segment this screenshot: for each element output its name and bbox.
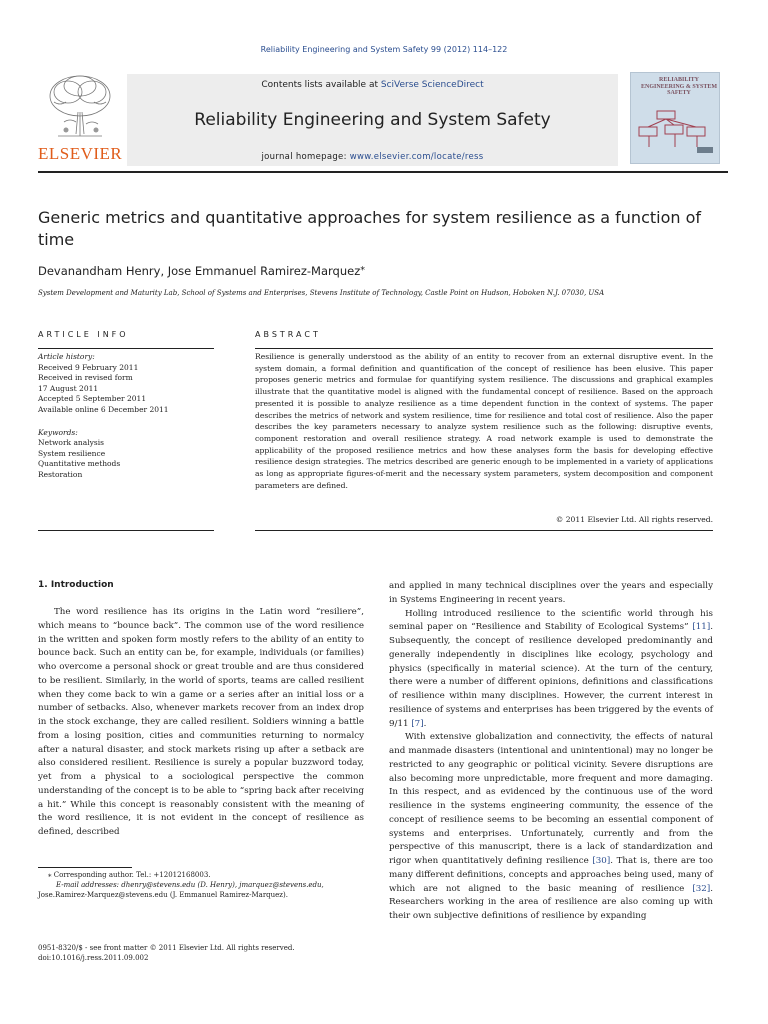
- keyword-item: Restoration: [38, 469, 83, 479]
- intro-paragraph: The word resilience has its origins in the Latin word “resiliere”, which means to “bounce back”. The common use of the word resilience in the written and spoken form mostly refers to the ability of an entity to bounce back. Such an entity can be, for example, individuals (or families) who overcome a personal shock or great trouble and are thus considered to be resilient. Similarly, in the world of sports, teams are called resilient when they come back to win a game or a series after an initial loss or a number of setbacks. Also, whenever markets recover from an index drop in the stock exchange, they are called resilient. Soldiers winning a battle from a losing position, cities and communities returning to normalcy after a natural disaster, and stock markets rising up after a setback are also considered resilient. Resilience is surely a popular buzzword today, yet from a physical to a sociological perspective the common understanding of the concept is to be able to “spring back after receiving a hit.” While this concept is reasonably consistent with the meaning of the word resilience, it is not evident in the concept of resilience as defined, described: [38, 607, 364, 837]
- homepage-line: [127, 152, 618, 162]
- citation-link[interactable]: [30]: [592, 856, 611, 866]
- corresponding-author-mark[interactable]: ⁎: [360, 262, 366, 273]
- keyword-item: Network analysis: [38, 438, 104, 448]
- keyword-item: Quantitative methods: [38, 459, 121, 469]
- abstract-bottom-rule: [255, 530, 713, 531]
- section-heading-introduction: 1. Introduction: [38, 580, 114, 590]
- article-info-bottom-rule: [38, 530, 214, 531]
- paper-title: Generic metrics and quantitative approaches for system resilience as a function of time: [38, 208, 702, 249]
- front-matter: [38, 943, 378, 963]
- history-item: Available online 6 December 2011: [38, 404, 169, 414]
- body-column-left: [38, 606, 364, 840]
- cover-title: RELIABILITY ENGINEERING & SYSTEM SAFETY: [641, 77, 718, 96]
- homepage-link[interactable]: www.elsevier.com/locate/ress: [349, 152, 484, 162]
- history-heading: Article history:: [38, 352, 95, 361]
- intro-paragraph: and applied in many technical disciplines over the years and especially in Systems Engineering in recent years.: [389, 581, 713, 605]
- intro-paragraph: With extensive globalization and connectivity, the effects of natural and manmade disasters (intentional and unintentional) may no longer be restricted to any geographic or political vicinity. Severe disruptions are also becoming more unpredictable, more frequent and more damaging. In this respect, and as evidenced by the continuous use of the word resilience in the systems engineering community, the essence of the concept of resilience seems to be becoming an essential component of systems and enterprises. Unfortunately, currently and from the perspective of this manuscript, there is a lack of standardization and rigor when quantitatively defining resilience [30]. That is, there are too many different definitions, concepts and approaches being used, many of which are not aligned to the basic meaning of resilience [32]. Researchers working in the area of resilience are also coming up with their own subjective definitions of resilience by expanding: [389, 732, 714, 921]
- citation-link[interactable]: [7]: [411, 718, 424, 729]
- body-column-right: [389, 580, 713, 924]
- abstract-copyright: © 2011 Elsevier Ltd. All rights reserved.: [555, 515, 713, 524]
- issn-line: 0951-8320/$ - see front matter © 2011 Elsevier Ltd. All rights reserved.: [38, 944, 295, 952]
- author-line: [38, 262, 365, 278]
- abstract-rule: [255, 348, 713, 349]
- author-names: Devanandham Henry, Jose Emmanuel Ramirez-Marquez: [38, 263, 361, 278]
- contents-prefix: Contents lists available at: [261, 80, 381, 90]
- homepage-prefix: journal homepage:: [261, 152, 350, 162]
- journal-title: Reliability Engineering and System Safety: [194, 110, 551, 130]
- intro-paragraph: Holling introduced resilience to the scientific world through his seminal paper on “Resilience and Stability of Ecological Systems” [11]. Subsequently, the concept of resilience developed predominantly and generally independently in disciplines like ecology, psychology and physics (specifically in material science). At the turn of the century, there were a number of different opinions, definitions and classifications of resilience within many disciplines. However, the current interest in resilience of systems and enterprises has been triggered by the events of 9/11 [7].: [389, 608, 713, 729]
- footnote-rule: [38, 867, 132, 868]
- tree-engraving-icon: [38, 72, 122, 144]
- history-item: Received 9 February 2011: [38, 362, 139, 372]
- history-item: Received in revised form: [38, 373, 133, 383]
- abstract-label: ABSTRACT: [255, 330, 321, 339]
- history-item: Accepted 5 September 2011: [38, 394, 147, 404]
- footnote-corresponding-author: ⁎ Corresponding author. Tel.: +12012168003.: [48, 871, 211, 879]
- sciencedirect-link[interactable]: SciVerse ScienceDirect: [380, 80, 484, 90]
- doi-line[interactable]: doi:10.1016/j.ress.2011.09.002: [38, 954, 149, 962]
- elsevier-wordmark: ELSEVIER: [38, 144, 123, 163]
- citation-link[interactable]: [32]: [692, 883, 711, 894]
- article-info: [38, 352, 214, 481]
- elsevier-logo: [38, 72, 122, 164]
- keywords-heading: Keywords:: [38, 427, 78, 437]
- affiliation: System Development and Maturity Lab, School of Systems and Enterprises, Stevens Institute of Technology, Castle Point on Hudson, Hoboken N.J. 07030, USA: [38, 289, 605, 297]
- contents-line: [127, 80, 618, 90]
- footnote-email[interactable]: Jose.Ramirez-Marquez@stevens.edu (J. Emmanuel Ramirez-Marquez).: [38, 891, 288, 899]
- footnote-email[interactable]: E-mail addresses: dhenry@stevens.edu (D. Henry), jmarquez@stevens.edu,: [56, 881, 324, 889]
- header-divider: [38, 171, 728, 173]
- article-info-rule: [38, 348, 214, 349]
- footnote: [38, 870, 358, 900]
- citation-link[interactable]: [11]: [692, 622, 711, 633]
- cover-diagram-icon: [631, 107, 719, 157]
- article-info-label: ARTICLE INFO: [38, 330, 129, 339]
- keyword-item: System resilience: [38, 448, 106, 458]
- abstract-text: Resilience is generally understood as the ability of an entity to recover from an external disruptive event. In the system domain, a formal definition and quantification of the concept of resilience has been elusive. This paper proposes generic metrics and formulae for quantifying system resilience. The discussions and graphical examples illustrate that the quantitative model is aligned with the fundamental concept of resilience. Based on the approach presented it is possible to analyze resilience as a time dependent function in the context of systems. The paper describes the metrics of network and system resilience, time for resilience and total cost of resilience. Also the paper describes the key parameters necessary to analyze system resilience such as the following: disruptive events, component restoration and overall resilience strategy. A road network example is used to demonstrate the applicability of the proposed resilience metrics and how these analyses form the basis for developing effective resilience design strategies. The metrics described are generic enough to be implemented in a variety of applications as long as appropriate figures-of-merit and the necessary system parameters, system decomposition and component parameters are defined.: [255, 352, 713, 490]
- history-item: 17 August 2011: [38, 383, 99, 393]
- journal-banner: [127, 74, 618, 166]
- journal-cover: [630, 72, 720, 164]
- journal-reference[interactable]: Reliability Engineering and System Safety 99 (2012) 114–122: [260, 45, 508, 54]
